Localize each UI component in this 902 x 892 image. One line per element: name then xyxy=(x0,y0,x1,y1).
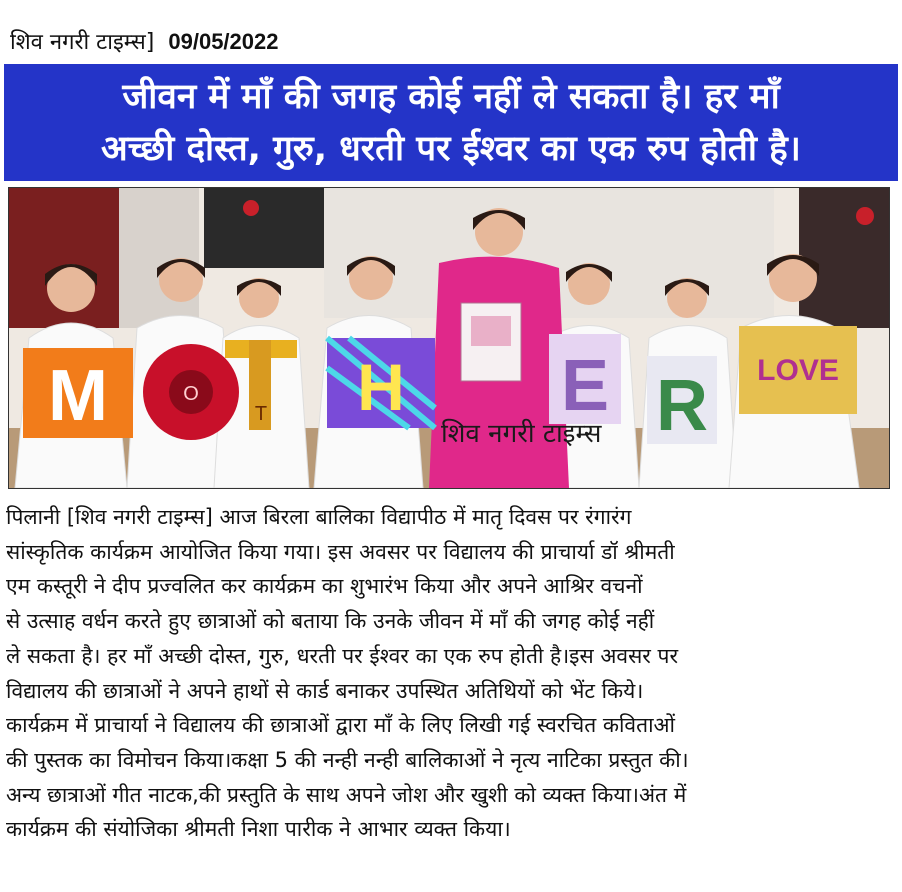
article-line: पिलानी [शिव नगरी टाइम्स] आज बिरला बालिका विद्यापीठ में मातृ दिवस पर रंगारंग xyxy=(6,505,632,529)
article-line: अन्य छात्राओं गीत नाटक,की प्रस्तुति के साथ अपने जोश और खुशी को व्यक्त किया।अंत में xyxy=(6,782,687,807)
letter-o-text: O xyxy=(183,383,199,405)
letter-h xyxy=(327,338,435,428)
newspaper-name: शिव नगरी टाइम्स] xyxy=(10,30,155,55)
article-body xyxy=(6,500,896,847)
article-line: ले सकता है। हर माँ अच्छी दोस्त, गुरु, धरती पर ईश्वर का एक रुप होती है।इस अवसर पर xyxy=(6,643,679,668)
photo-watermark: शिव नगरी टाइम्स xyxy=(441,419,602,449)
article-line: विद्यालय की छात्राओं ने अपने हाथों से कार्ड बनाकर उपस्थित अतिथियों को भेंट किये। xyxy=(6,678,644,703)
letter-e-text: E xyxy=(560,346,610,426)
headline-banner xyxy=(4,64,898,181)
article-line: कार्यक्रम में प्राचार्या ने विद्यालय की छात्राओं द्वारा माँ के लिए लिखी गई स्वरचित कविताओं xyxy=(6,713,675,738)
publication-date: 09/05/2022 xyxy=(168,29,279,54)
letter-o xyxy=(143,344,239,440)
newspaper-header xyxy=(10,26,278,58)
letter-t-text: T xyxy=(254,403,268,425)
letter-r-text: R xyxy=(656,366,708,446)
love-card xyxy=(739,326,857,414)
article-line: से उत्साह वर्धन करते हुए छात्राओं को बताया कि उनके जीवन में माँ की जगह कोई नहीं xyxy=(6,609,655,634)
article-line: कार्यक्रम की संयोजिका श्रीमती निशा पारीक ने आभार व्यक्त किया। xyxy=(6,817,511,842)
love-card-text: LOVE xyxy=(757,354,839,387)
headline-line-1: जीवन में माँ की जगह कोई नहीं ले सकता है। हर माँ xyxy=(122,76,780,117)
article-line: सांस्कृतिक कार्यक्रम आयोजित किया गया। इस अवसर पर विद्यालय की प्राचार्या डॉ श्रीमती xyxy=(6,539,675,564)
letter-m-text: M xyxy=(48,356,108,436)
article-line: एम कस्तूरी ने दीप प्रज्वलित कर कार्यक्रम का शुभारंभ किया और अपने आश्रिर वचनों xyxy=(6,574,643,599)
letter-m xyxy=(23,348,133,438)
letter-r xyxy=(647,356,717,446)
event-photo xyxy=(8,187,890,489)
headline-line-2: अच्छी दोस्त, गुरु, धरती पर ईश्वर का एक रुप होती है। xyxy=(101,128,801,169)
letter-e xyxy=(549,334,621,426)
article-line: की पुस्तक का विमोचन किया।कक्षा 5 की नन्ही नन्ही बालिकाओं ने नृत्य नाटिका प्रस्तुत की। xyxy=(6,747,689,772)
letter-h-text: H xyxy=(357,350,405,424)
